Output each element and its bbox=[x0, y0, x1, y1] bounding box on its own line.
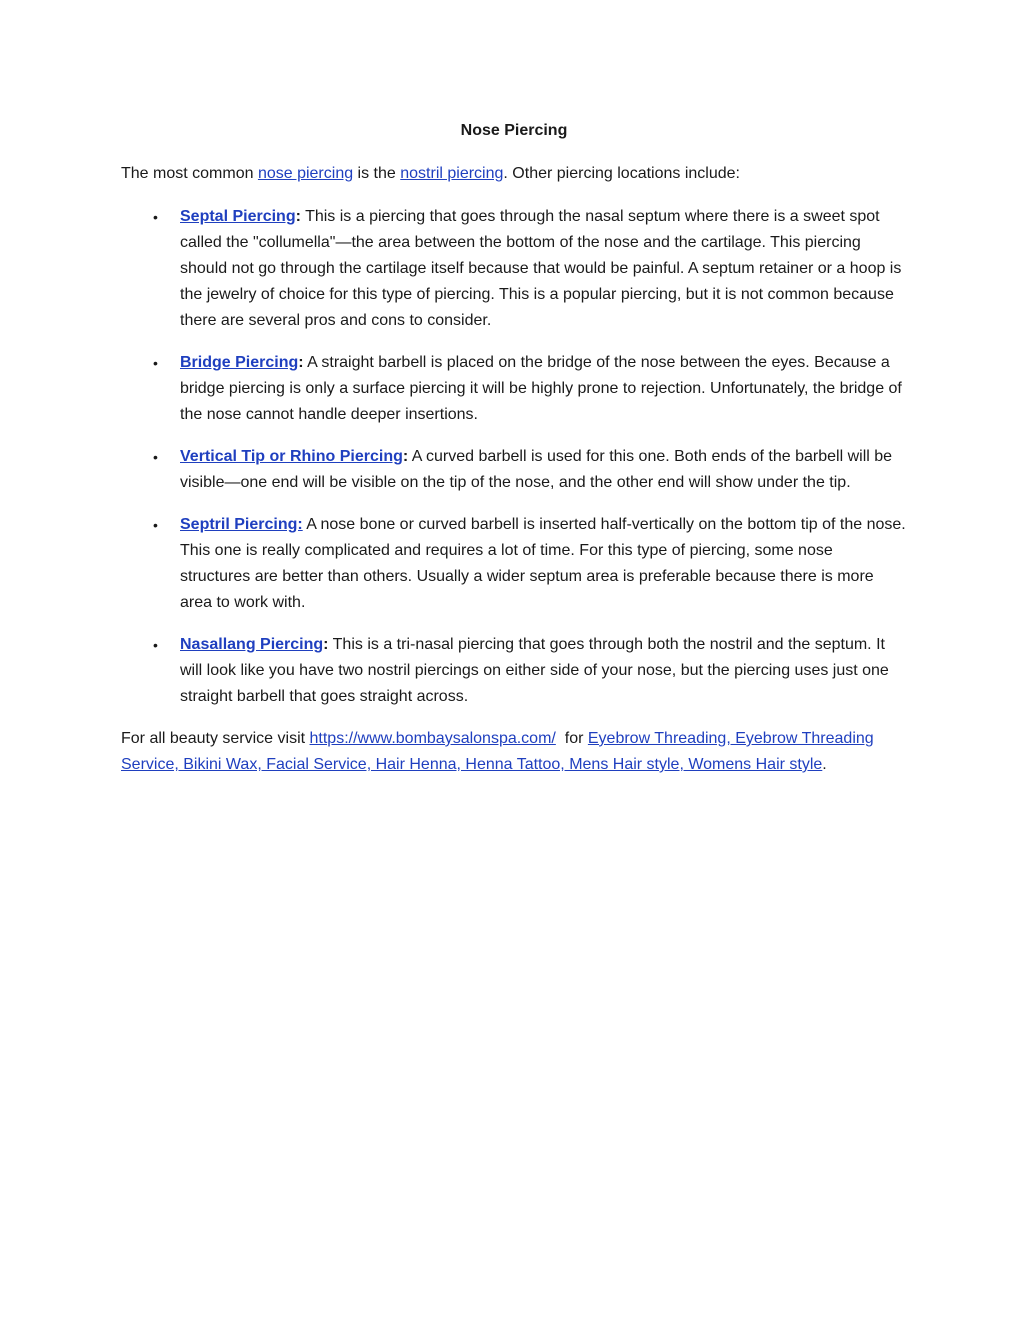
nose-piercing-link[interactable]: nose piercing bbox=[257, 165, 354, 182]
item-description: A straight barbell is placed on the bridge of the nose between the eyes. Because a bridge piercing is only a surface piercing it will be highly prone to rejection. Unfortunately, the bridge of the nose cannot handle deeper insertions. bbox=[180, 354, 902, 423]
bullet-icon: • bbox=[153, 209, 158, 225]
footer-text-2: for bbox=[555, 730, 588, 747]
footer-paragraph bbox=[121, 726, 907, 778]
nasallang-piercing-link[interactable]: Nasallang Piercing bbox=[180, 636, 324, 653]
footer-text-1: For all beauty service visit bbox=[121, 730, 310, 747]
item-separator: : bbox=[295, 208, 301, 225]
footer-text-3: . bbox=[822, 756, 827, 773]
list-item bbox=[121, 350, 907, 428]
services-link[interactable]: Eyebrow Threading, Eyebrow Threading Service, Bikini Wax, Facial Service, Hair Henna, Henna Tattoo, Mens Hair style, Womens Hair style bbox=[121, 730, 874, 773]
nostril-piercing-link[interactable]: nostril piercing bbox=[400, 165, 504, 182]
piercing-list bbox=[121, 204, 907, 710]
document-title: Nose Piercing bbox=[460, 122, 568, 139]
document-page bbox=[121, 118, 907, 778]
bullet-icon: • bbox=[153, 517, 158, 533]
item-description: A nose bone or curved barbell is inserted half-vertically on the bottom tip of the nose. This one is really complicated and requires a lot of time. For this type of piercing, some nose structures are better than others. Usually a wider septum area is preferable because there is more area to work with. bbox=[180, 516, 906, 611]
bridge-piercing-link[interactable]: Bridge Piercing bbox=[180, 354, 299, 371]
septril-piercing-link[interactable]: Septril Piercing: bbox=[180, 516, 303, 533]
intro-text-2: is the bbox=[353, 165, 401, 182]
intro-text-3: . Other piercing locations include: bbox=[503, 165, 740, 182]
item-separator: : bbox=[298, 354, 304, 371]
bullet-icon: • bbox=[153, 637, 158, 653]
rhino-piercing-link[interactable]: Vertical Tip or Rhino Piercing bbox=[180, 448, 403, 465]
bullet-icon: • bbox=[153, 355, 158, 371]
item-description: A curved barbell is used for this one. Both ends of the barbell will be visible—one end will be visible on the tip of the nose, and the other end will show under the tip. bbox=[180, 448, 893, 491]
item-description: This is a tri-nasal piercing that goes through both the nostril and the septum. It will look like you have two nostril piercings on either side of your nose, but the piercing uses just one straight barbell that goes straight across. bbox=[180, 636, 889, 705]
item-description: This is a piercing that goes through the nasal septum where there is a sweet spot called the "collumella"—the area between the bottom of the nose and the cartilage. This piercing should not go through the cartilage itself because that would be painful. A septum retainer or a hoop is the jewelry of choice for this type of piercing. This is a popular piercing, but it is not common because there are several pros and cons to consider. bbox=[180, 208, 902, 329]
bullet-icon: • bbox=[153, 449, 158, 465]
intro-paragraph bbox=[121, 161, 907, 187]
item-separator: : bbox=[323, 636, 329, 653]
list-item bbox=[121, 444, 907, 496]
list-item bbox=[121, 204, 907, 334]
list-item bbox=[121, 512, 907, 616]
septal-piercing-link[interactable]: Septal Piercing bbox=[180, 208, 296, 225]
intro-text-1: The most common bbox=[121, 165, 258, 182]
salon-website-link[interactable]: https://www.bombaysalonspa.com/ bbox=[309, 730, 556, 747]
item-separator: : bbox=[402, 448, 409, 465]
list-item bbox=[121, 632, 907, 710]
